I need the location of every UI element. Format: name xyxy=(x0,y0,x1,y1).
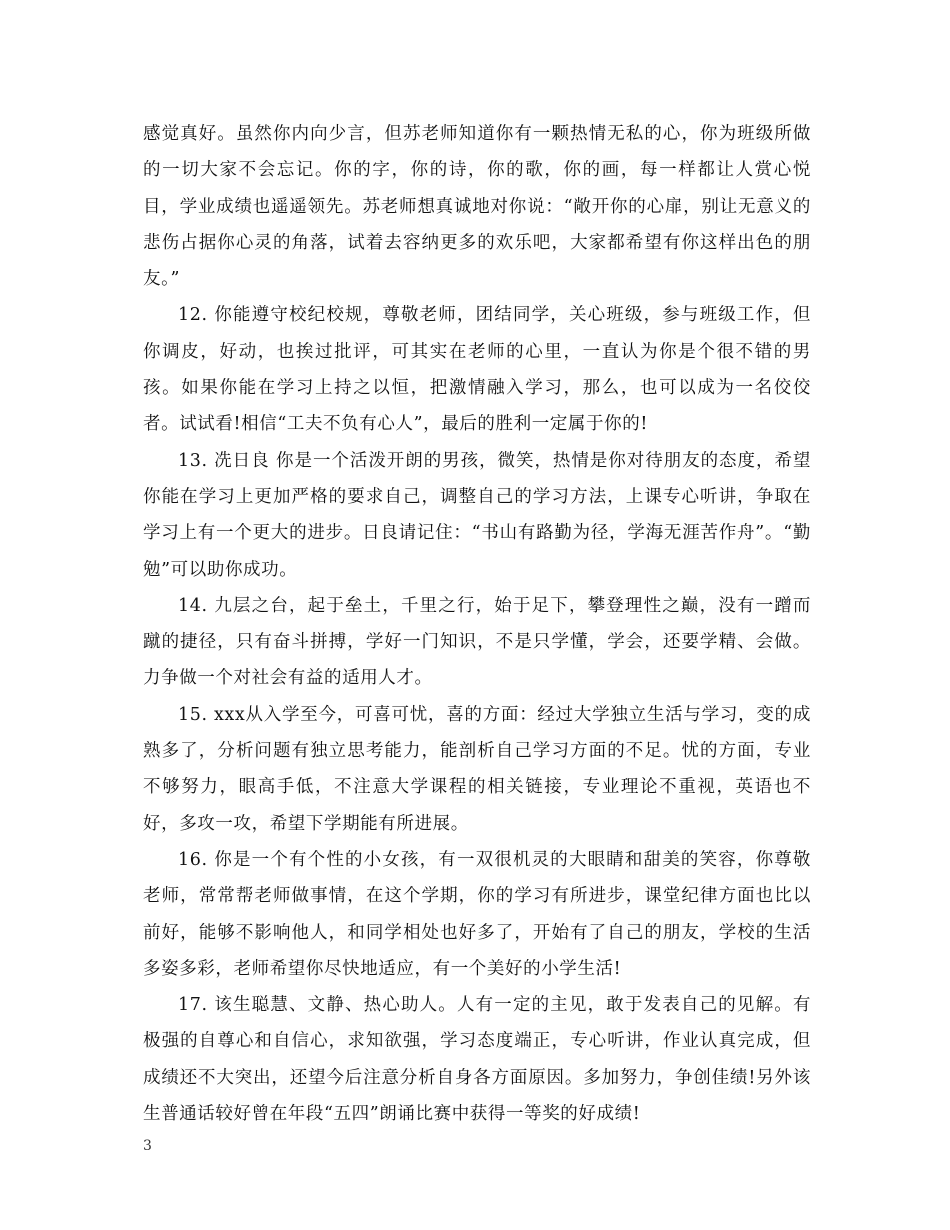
paragraph-item-15: 15. xxx从入学至今，可喜可忧，喜的方面：经过大学独立生活与学习，变的成熟多了，分析问题有独立思考能力，能剖析自己学习方面的不足。忧的方面，专业不够努力，眼高手低，不注意大学课程的相关链接，专业理论不重视，英语也不好，多攻一攻，希望下学期能有所进展。 xyxy=(143,704,811,834)
document-body xyxy=(143,116,811,1132)
paragraph-item-14: 14. 九层之台，起于垒土，千里之行，始于足下，攀登理性之巅，没有一蹭而蹴的捷径，只有奋斗拼搏，学好一门知识，不是只学懂，学会，还要学精、会做。力争做一个对社会有益的适用人才。 xyxy=(143,595,811,689)
paragraph-item-12: 12. 你能遵守校纪校规，尊敬老师，团结同学，关心班级，参与班级工作，但你调皮，好动，也挨过批评，可其实在老师的心里，一直认为你是个很不错的男孩。如果你能在学习上持之以恒，把激情融入学习，那么，也可以成为一名佼佼者。试试看!相信“工夫不负有心人”，最后的胜利一定属于你的! xyxy=(143,305,811,435)
paragraph-item-13: 13. 冼日良 你是一个活泼开朗的男孩，微笑，热情是你对待朋友的态度，希望你能在学习上更加严格的要求自己，调整自己的学习方法，上课专心听讲，争取在学习上有一个更大的进步。日良请记住：“书山有路勤为径，学海无涯苦作舟”。“勤勉”可以助你成功。 xyxy=(143,450,811,580)
page-number: 3 xyxy=(143,1138,152,1154)
paragraph-item-17: 17. 该生聪慧、文静、热心助人。人有一定的主见，敢于发表自己的见解。有极强的自尊心和自信心，求知欲强，学习态度端正，专心听讲，作业认真完成，但成绩还不大突出，还望今后注意分析自身各方面原因。多加努力，争创佳绩!另外该生普通话较好曾在年段“五四”朗诵比赛中获得一等奖的好成绩! xyxy=(143,995,811,1125)
paragraph-item-16: 16. 你是一个有个性的小女孩，有一双很机灵的大眼睛和甜美的笑容，你尊敬老师，常常帮老师做事情，在这个学期，你的学习有所进步，课堂纪律方面也比以前好，能够不影响他人，和同学相处也好多了，开始有了自己的朋友，学校的生活多姿多彩，老师希望你尽快地适应，有一个美好的小学生活! xyxy=(143,849,811,979)
paragraph-continuation: 感觉真好。虽然你内向少言，但苏老师知道你有一颗热情无私的心，你为班级所做的一切大家不会忘记。你的字，你的诗，你的歌，你的画，每一样都让人赏心悦目，学业成绩也遥遥领先。苏老师想真诚地对你说：“敞开你的心扉，别让无意义的悲伤占据你心灵的角落，试着去容纳更多的欢乐吧，大家都希望有你这样出色的朋友。” xyxy=(143,124,811,290)
